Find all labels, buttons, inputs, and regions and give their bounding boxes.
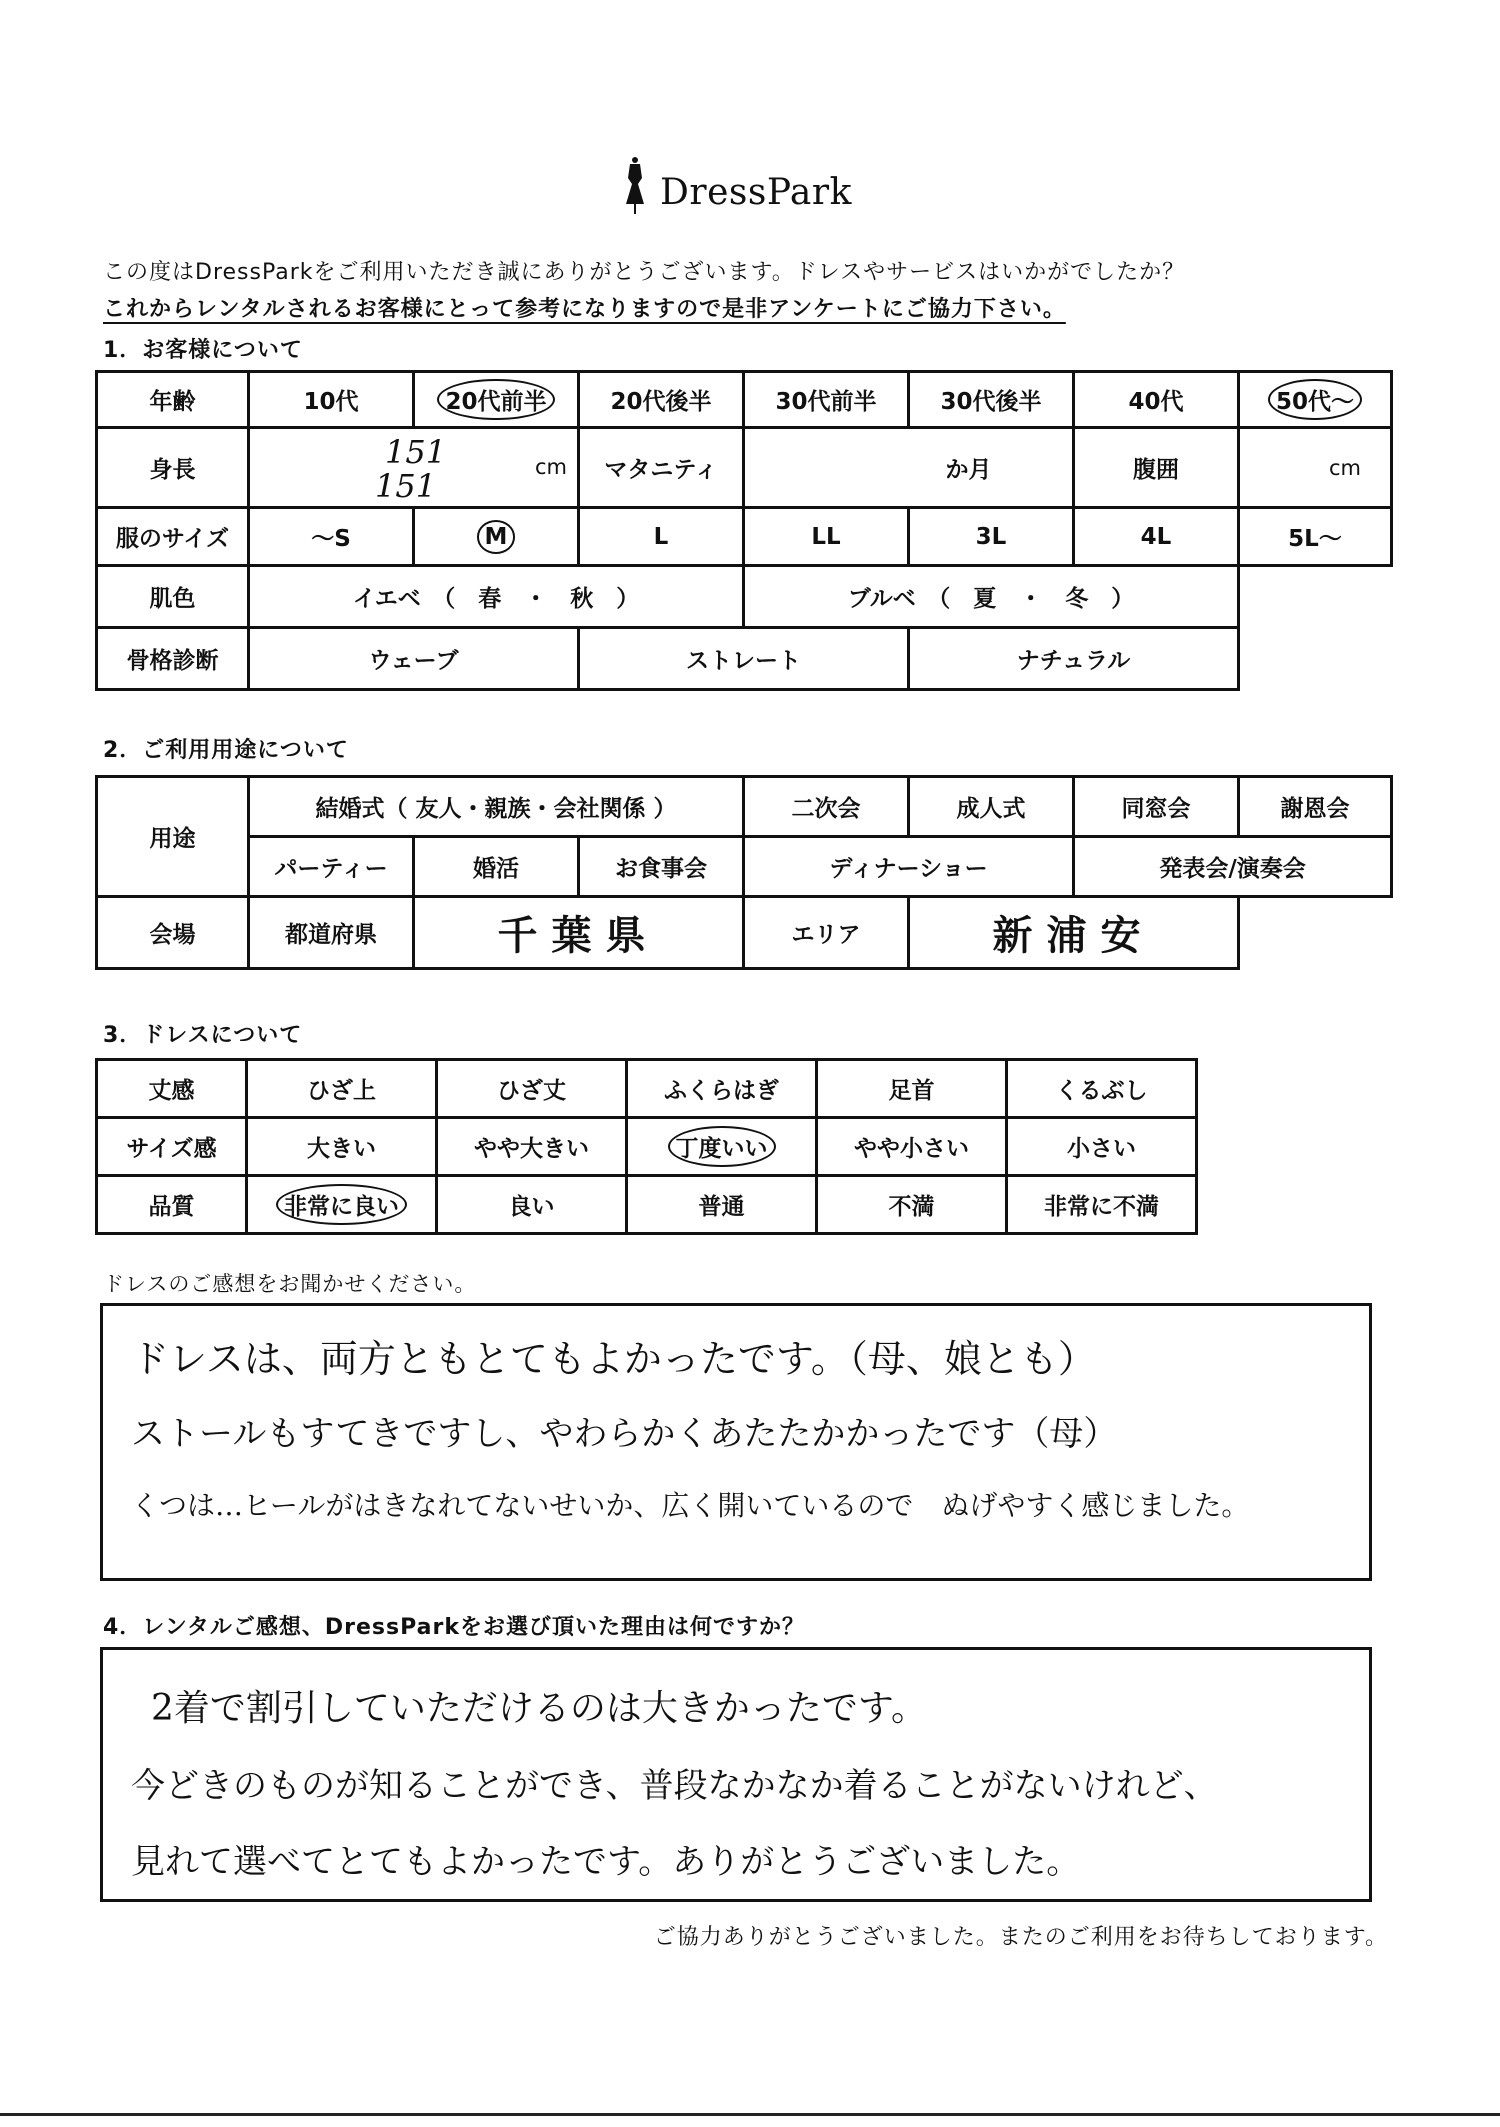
fit-option-selected[interactable]: [627, 1118, 817, 1176]
dresspark-logo: [620, 150, 860, 220]
skin-yellow-option[interactable]: イエベ （ 春 ・ 秋 ）: [249, 566, 744, 628]
age-option[interactable]: 20代後半: [579, 372, 744, 428]
size-option[interactable]: L: [579, 508, 744, 566]
age-option[interactable]: 40代: [1074, 372, 1239, 428]
section-2-title: 2．ご利用用途について: [103, 738, 349, 763]
purpose-option[interactable]: ディナーショー: [744, 837, 1074, 897]
comment-line: ストールもすてきですし、やわらかくあたたかかったです（母）: [131, 1414, 1118, 1454]
quality-label: 品質: [97, 1176, 247, 1234]
purpose-wedding-option[interactable]: [249, 777, 744, 837]
height-label: 身長: [97, 428, 249, 508]
height-value-cell[interactable]: [249, 428, 579, 508]
quality-option-selected[interactable]: [247, 1176, 437, 1234]
area-value[interactable]: 新浦安: [909, 897, 1239, 969]
age-option-selected[interactable]: [414, 372, 579, 428]
size-option-selected[interactable]: [414, 508, 579, 566]
size-option[interactable]: 5L～: [1239, 508, 1392, 566]
dress-comment-box[interactable]: [100, 1303, 1372, 1581]
size-option[interactable]: 4L: [1074, 508, 1239, 566]
length-option[interactable]: ひざ丈: [437, 1060, 627, 1118]
comment-line: 2着で割引していただけるのは大きかったです。: [151, 1688, 928, 1729]
length-option[interactable]: ひざ上: [247, 1060, 437, 1118]
height-value-1: 151: [385, 433, 447, 471]
purpose-option[interactable]: 婚活: [414, 837, 579, 897]
age-option[interactable]: 30代後半: [909, 372, 1074, 428]
page-edge-line: [0, 2113, 1500, 2116]
age-option-selected[interactable]: [1239, 372, 1392, 428]
purpose-option[interactable]: 発表会/演奏会: [1074, 837, 1392, 897]
purpose-option[interactable]: パーティー: [249, 837, 414, 897]
size-label: 服のサイズ: [97, 508, 249, 566]
height-unit: cm: [534, 455, 567, 479]
age-label: 年齢: [97, 372, 249, 428]
quality-option[interactable]: 不満: [817, 1176, 1007, 1234]
intro-line-1: この度はDressParkをご利用いただき誠にありがとうございます。ドレスやサービスはいかがでしたか？: [103, 260, 1186, 285]
quality-option[interactable]: 普通: [627, 1176, 817, 1234]
empty-cell: [1239, 566, 1392, 628]
selected-circle: M: [477, 520, 516, 554]
months-unit: か月: [945, 457, 992, 483]
purpose-wedding-text: 結婚式（ 友人・親族・会社関係 ）: [315, 796, 677, 822]
comment-line: 今どきのものが知ることができ、普段なかなか着ることがないけれど、: [131, 1766, 1218, 1806]
selected-circle: 非常に良い: [276, 1184, 407, 1225]
logo-text: DressPark: [660, 172, 852, 213]
quality-option[interactable]: 良い: [437, 1176, 627, 1234]
section-4-title: 4．レンタルご感想、DressParkをお選び頂いた理由は何ですか？: [103, 1615, 805, 1640]
comment-line: ドレスは、両方ともとてもよかったです。（母、娘とも）: [131, 1337, 1096, 1381]
fit-option[interactable]: 大きい: [247, 1118, 437, 1176]
comment-line: 見れて選べてとてもよかったです。ありがとうございました。: [131, 1842, 1081, 1882]
length-option[interactable]: ふくらはぎ: [627, 1060, 817, 1118]
section-1-title: 1．お客様について: [103, 338, 303, 363]
frame-option[interactable]: ストレート: [579, 628, 909, 690]
purpose-option[interactable]: お食事会: [579, 837, 744, 897]
empty-cell: [1239, 628, 1392, 690]
maternity-label: マタニティ: [579, 428, 744, 508]
closing-text: ご協力ありがとうございました。またのご利用をお待ちしております。: [653, 1925, 1388, 1950]
height-value-2: 151: [375, 467, 437, 505]
comment-line: くつは…ヒールがはきなれてないせいか、広く開いているので ぬげやすく感じました。: [131, 1489, 1250, 1522]
fit-option[interactable]: やや小さい: [817, 1118, 1007, 1176]
frame-option[interactable]: ウェーブ: [249, 628, 579, 690]
selected-circle: 50代～: [1268, 379, 1362, 420]
selected-circle: 丁度いい: [668, 1126, 776, 1167]
section-3-title: 3．ドレスについて: [103, 1023, 303, 1048]
skin-blue-option[interactable]: ブルベ （ 夏 ・ 冬 ）: [744, 566, 1239, 628]
frame-label: 骨格診断: [97, 628, 249, 690]
selected-circle: 20代前半: [437, 379, 554, 420]
usage-table: [95, 775, 1393, 970]
skin-label: 肌色: [97, 566, 249, 628]
length-label: 丈感: [97, 1060, 247, 1118]
waist-value-cell[interactable]: [1239, 428, 1392, 508]
purpose-option[interactable]: 謝恩会: [1239, 777, 1392, 837]
size-option[interactable]: 3L: [909, 508, 1074, 566]
customer-table: [95, 370, 1393, 691]
length-option[interactable]: 足首: [817, 1060, 1007, 1118]
venue-label: 会場: [97, 897, 249, 969]
dress-form-icon: [620, 156, 650, 216]
fit-option[interactable]: やや大きい: [437, 1118, 627, 1176]
age-option[interactable]: 10代: [249, 372, 414, 428]
size-option[interactable]: ～S: [249, 508, 414, 566]
fit-label: サイズ感: [97, 1118, 247, 1176]
frame-option[interactable]: ナチュラル: [909, 628, 1239, 690]
quality-option[interactable]: 非常に不満: [1007, 1176, 1197, 1234]
waist-label: 腹囲: [1074, 428, 1239, 508]
purpose-option[interactable]: 二次会: [744, 777, 909, 837]
purpose-option[interactable]: 成人式: [909, 777, 1074, 837]
prefecture-label: 都道府県: [249, 897, 414, 969]
dress-comment-prompt: ドレスのご感想をお聞かせください。: [103, 1272, 477, 1296]
fit-option[interactable]: 小さい: [1007, 1118, 1197, 1176]
empty-cell: [1239, 897, 1392, 969]
intro-line-2: これからレンタルされるお客様にとって参考になりますので是非アンケートにご協力下さい。: [103, 297, 1066, 322]
purpose-label: 用途: [97, 777, 249, 897]
reason-comment-box[interactable]: [100, 1647, 1372, 1902]
prefecture-value[interactable]: 千葉県: [414, 897, 744, 969]
purpose-option[interactable]: 同窓会: [1074, 777, 1239, 837]
waist-unit: cm: [1328, 455, 1361, 480]
size-option[interactable]: LL: [744, 508, 909, 566]
length-option[interactable]: くるぶし: [1007, 1060, 1197, 1118]
dress-table: [95, 1058, 1198, 1235]
area-label: エリア: [744, 897, 909, 969]
age-option[interactable]: 30代前半: [744, 372, 909, 428]
maternity-months-cell[interactable]: [744, 428, 1074, 508]
